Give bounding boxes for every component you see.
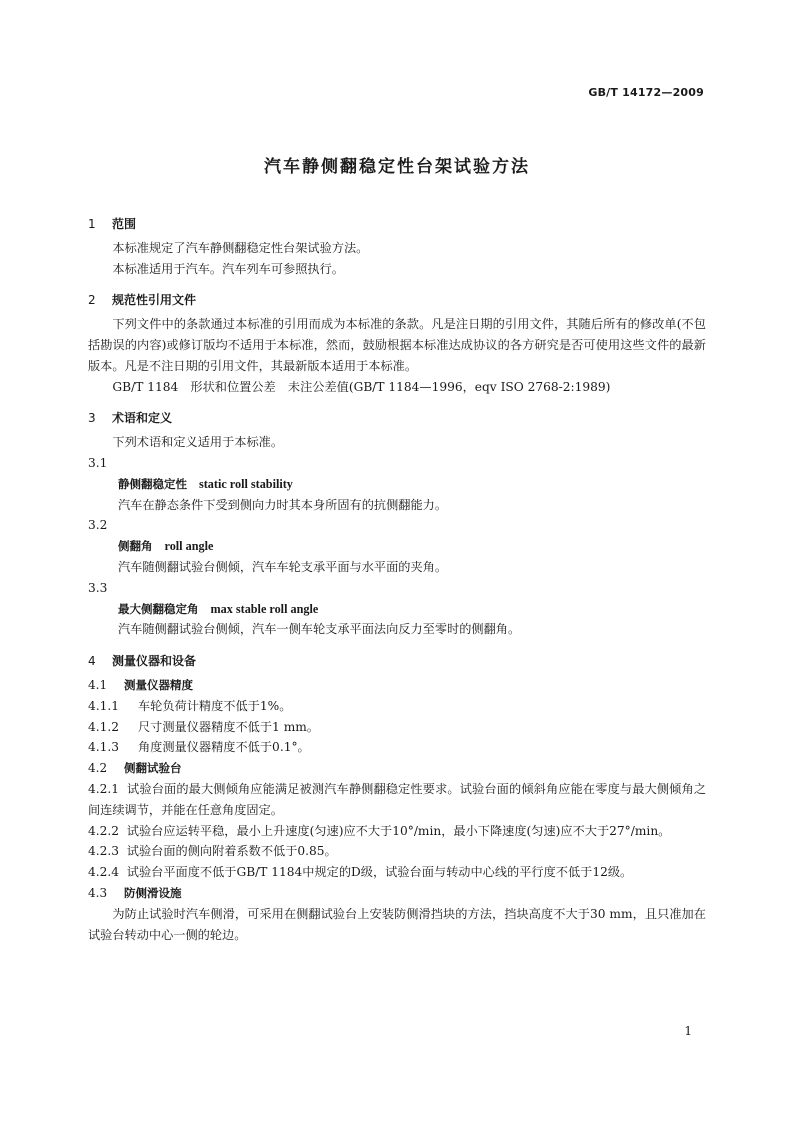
paragraph: 本标准适用于汽车。汽车列车可参照执行。 xyxy=(112,261,344,276)
clause-number: 4.1.3 xyxy=(88,740,120,755)
section-number: 1 xyxy=(88,217,96,231)
term-en: max stable roll angle xyxy=(210,601,319,616)
section-heading xyxy=(88,408,706,429)
paragraph: 为防止试验时汽车侧滑，可采用在侧翻试验台上安装防侧滑挡块的方法，挡块高度不大于30 mm，且只准加在试验台转动中心一侧的轮边。 xyxy=(88,906,706,942)
clause-text: 试验台面的侧向附着系数不低于0.85。 xyxy=(126,844,337,859)
section-number: 4 xyxy=(88,654,96,669)
subsection-number: 4.1 xyxy=(88,677,108,692)
subsection-heading xyxy=(88,883,706,904)
subsection-title: 侧翻试验台 xyxy=(124,761,182,776)
normative-reference: GB/T 1184 形状和位置公差 未注公差值(GB/T 1184—1996，eqv ISO 2768-2:1989) xyxy=(112,379,611,394)
term-en: roll angle xyxy=(164,539,214,554)
clause-number: 4.2.3 xyxy=(88,844,120,859)
paragraph: 本标准规定了汽车静侧翻稳定性台架试验方法。 xyxy=(112,240,369,255)
clause-number: 4.1.2 xyxy=(88,719,120,734)
subsection-number: 4.2 xyxy=(88,761,108,776)
section-title: 规范性引用文件 xyxy=(112,293,197,308)
term-number: 3.2 xyxy=(88,518,108,533)
paragraph: 下列术语和定义适用于本标准。 xyxy=(112,435,284,450)
section-1 xyxy=(88,238,706,280)
clause-text: 车轮负荷计精度不低于1%。 xyxy=(138,698,292,713)
paragraph: 下列文件中的条款通过本标准的引用而成为本标准的条款。凡是注日期的引用文件，其随后所有的修改单(不包括勘误的内容)或修订版均不适用于本标准，然而，鼓励根据本标准达成协议的各方研究是否可使用这些文件的最新版本。凡是不注日期的引用文件，其最新版本适用于本标准。 xyxy=(88,317,706,373)
clause xyxy=(88,717,706,738)
document-body xyxy=(88,214,706,956)
term-heading xyxy=(118,599,706,620)
term-number: 3.1 xyxy=(88,455,108,470)
section-heading xyxy=(88,214,706,235)
section-number: 3 xyxy=(88,411,96,426)
section-title: 测量仪器和设备 xyxy=(112,654,197,669)
term-heading xyxy=(118,536,706,557)
clause-text: 试验台平面度不低于GB/T 1184中规定的D级，试验台面与转动中心线的平行度不低于12级。 xyxy=(126,865,633,880)
section-number: 2 xyxy=(88,293,96,308)
section-heading xyxy=(88,651,706,672)
section-heading xyxy=(88,290,706,311)
term-zh: 最大侧翻稳定角 xyxy=(118,601,199,616)
clause xyxy=(88,779,706,821)
term-zh: 侧翻角 xyxy=(118,539,153,554)
term-definition: 汽车随侧翻试验台侧倾，汽车一侧车轮支承平面法向反力至零时的侧翻角。 xyxy=(118,622,521,637)
clause xyxy=(88,862,706,883)
clause xyxy=(88,696,706,717)
section-2 xyxy=(88,314,706,397)
clause-number: 4.2.1 xyxy=(88,781,120,796)
standard-number: GB/T 14172—2009 xyxy=(588,86,704,99)
section-title: 范围 xyxy=(112,217,137,231)
subsection-title: 防侧滑设施 xyxy=(124,885,182,900)
clause-number: 4.2.2 xyxy=(88,823,120,838)
clause xyxy=(88,821,706,842)
term-zh: 静侧翻稳定性 xyxy=(118,476,187,491)
page-number: 1 xyxy=(684,1024,692,1038)
clause-number: 4.2.4 xyxy=(88,865,120,880)
clause xyxy=(88,737,706,758)
subsection-number: 4.3 xyxy=(88,885,108,900)
term-heading xyxy=(118,474,706,495)
clause-text: 试验台应运转平稳，最小上升速度(匀速)应不大于10°/min，最小下降速度(匀速)应不大于27°/min。 xyxy=(126,823,671,838)
section-3 xyxy=(88,432,706,640)
document-title: 汽车静侧翻稳定性台架试验方法 xyxy=(264,157,530,177)
section-4 xyxy=(88,675,706,945)
subsection-heading xyxy=(88,675,706,696)
clause xyxy=(88,841,706,862)
term-definition: 汽车随侧翻试验台侧倾，汽车车轮支承平面与水平面的夹角。 xyxy=(118,559,448,574)
subsection-title: 测量仪器精度 xyxy=(124,677,193,692)
term-number: 3.3 xyxy=(88,580,108,595)
clause-text: 角度测量仪器精度不低于0.1°。 xyxy=(138,740,310,755)
section-title: 术语和定义 xyxy=(112,411,173,426)
subsection-heading xyxy=(88,758,706,779)
clause-text: 试验台面的最大侧倾角应能满足被测汽车静侧翻稳定性要求。试验台面的倾斜角应能在零度与最大侧倾角之间连续调节，并能在任意角度固定。 xyxy=(88,781,707,817)
term-en: static roll stability xyxy=(199,476,293,491)
clause-text: 尺寸测量仪器精度不低于1 mm。 xyxy=(138,719,319,734)
term-definition: 汽车在静态条件下受到侧向力时其本身所固有的抗侧翻能力。 xyxy=(118,497,448,512)
clause-number: 4.1.1 xyxy=(88,698,120,713)
